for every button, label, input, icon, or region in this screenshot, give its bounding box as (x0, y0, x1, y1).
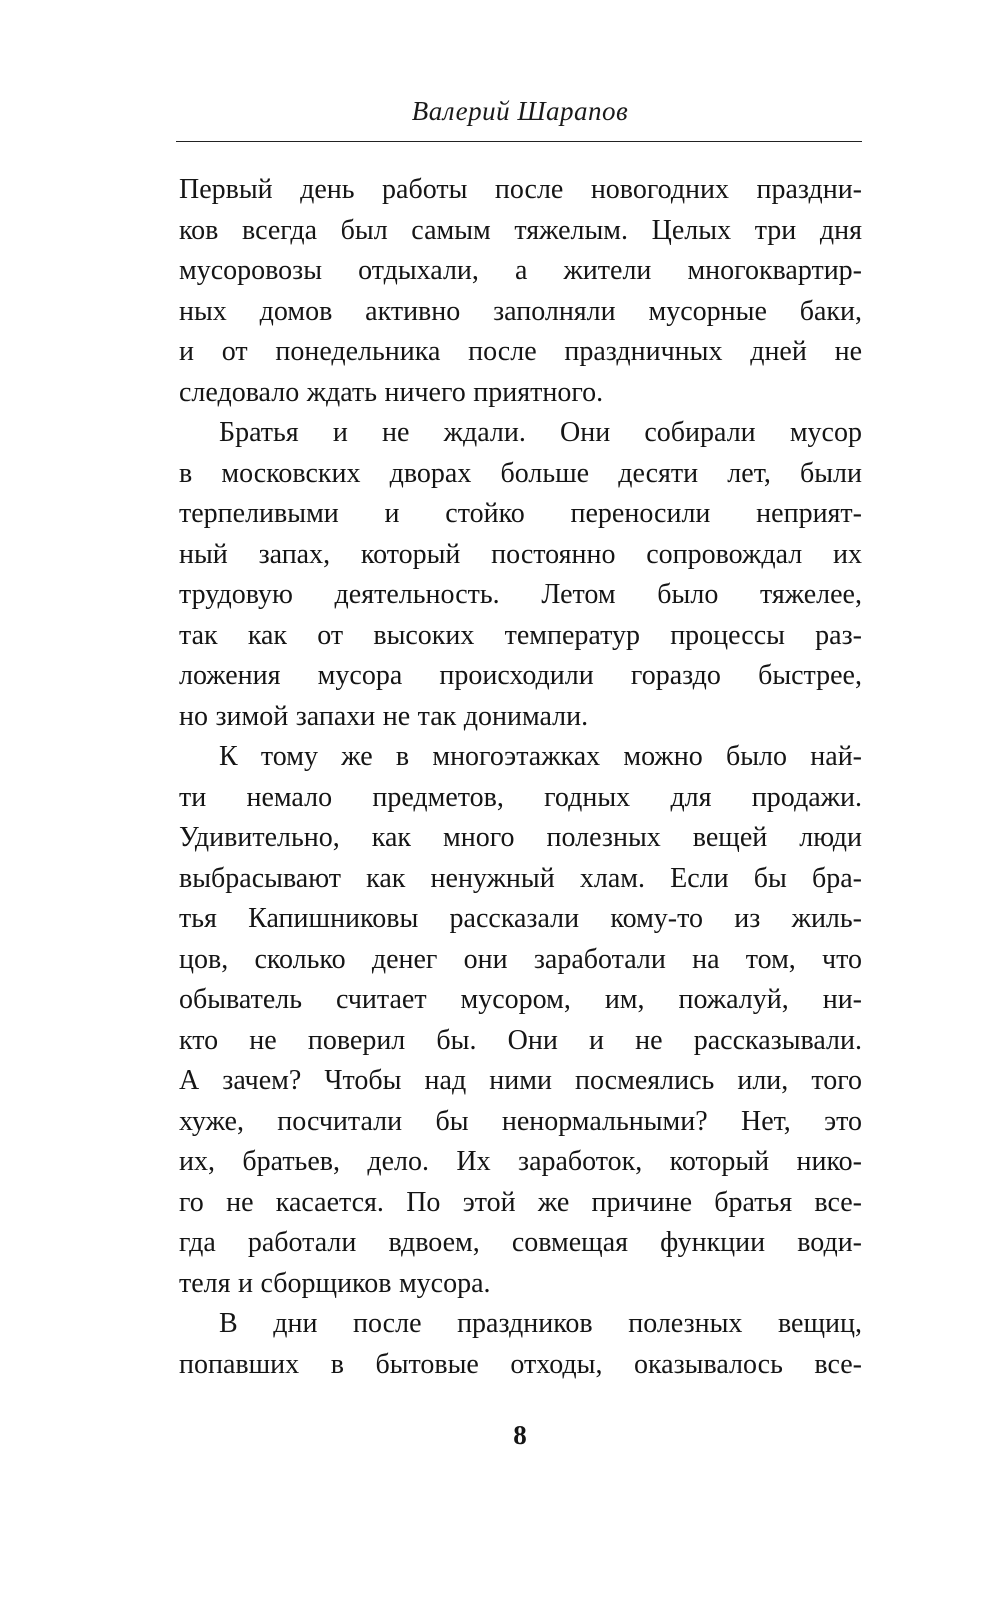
text-line: трудовую деятельность. Летом было тяжелее, (179, 579, 862, 610)
text-line: но зимой запахи не так донимали. (179, 700, 589, 732)
text-line: обыватель считает мусором, им, пожалуй, ни- (179, 984, 862, 1015)
paragraph (179, 170, 862, 413)
text-line: ти немало предметов, годных для продажи. (179, 781, 862, 813)
text-block (179, 170, 862, 1385)
text-line: их, братьев, дело. Их заработок, который нико- (179, 1146, 862, 1177)
text-line: попавших в бытовые отходы, оказывалось все- (179, 1348, 862, 1380)
text-line: Удивительно, как много полезных вещей люди (179, 822, 862, 853)
text-line: так как от высоких температур процессы раз- (179, 619, 862, 651)
text-line: Первый день работы после новогодних праздни- (179, 174, 862, 205)
text-line: тья Капишниковы рассказали кому-то из жиль- (179, 903, 862, 934)
text-line: го не касается. По этой же причине братья все- (179, 1186, 862, 1218)
text-line: мусоровозы отдыхали, а жители многоквартир- (179, 255, 862, 286)
text-line: К тому же в многоэтажках можно было най- (219, 741, 862, 772)
text-line: в московских дворах больше десяти лет, были (179, 457, 862, 489)
text-line: В дни после праздников полезных вещиц, (219, 1308, 862, 1339)
page-number: 8 (513, 1420, 527, 1450)
text-line: выбрасывают как ненужный хлам. Если бы бра- (179, 862, 862, 894)
text-line: ных домов активно заполняли мусорные баки, (179, 295, 862, 327)
paragraph (179, 1304, 862, 1385)
text-line: следовало ждать ничего приятного. (179, 376, 604, 408)
text-line: и от понедельника после праздничных дней не (179, 336, 862, 367)
text-line: Братья и не ждали. Они собирали мусор (219, 417, 862, 448)
text-line: терпеливыми и стойко переносили неприят- (179, 498, 862, 529)
text-line: цов, сколько денег они заработали на том, что (179, 943, 862, 975)
text-line: теля и сборщиков мусора. (179, 1267, 491, 1299)
text-line: ный запах, который постоянно сопровождал их (179, 538, 862, 570)
text-line: кто не поверил бы. Они и не рассказывали. (179, 1024, 862, 1056)
paragraph (179, 737, 862, 1304)
paragraph (179, 413, 862, 737)
text-line: А зачем? Чтобы над ними посмеялись или, того (179, 1065, 862, 1096)
text-line: ков всегда был самым тяжелым. Целых три дня (179, 214, 862, 246)
header-rule (176, 141, 862, 142)
text-line: ложения мусора происходили гораздо быстрее, (179, 660, 862, 691)
running-head-author: Валерий Шарапов (411, 96, 629, 126)
text-line: хуже, посчитали бы ненормальными? Нет, это (179, 1105, 862, 1137)
text-line: гда работали вдвоем, совмещая функции води- (179, 1227, 862, 1258)
